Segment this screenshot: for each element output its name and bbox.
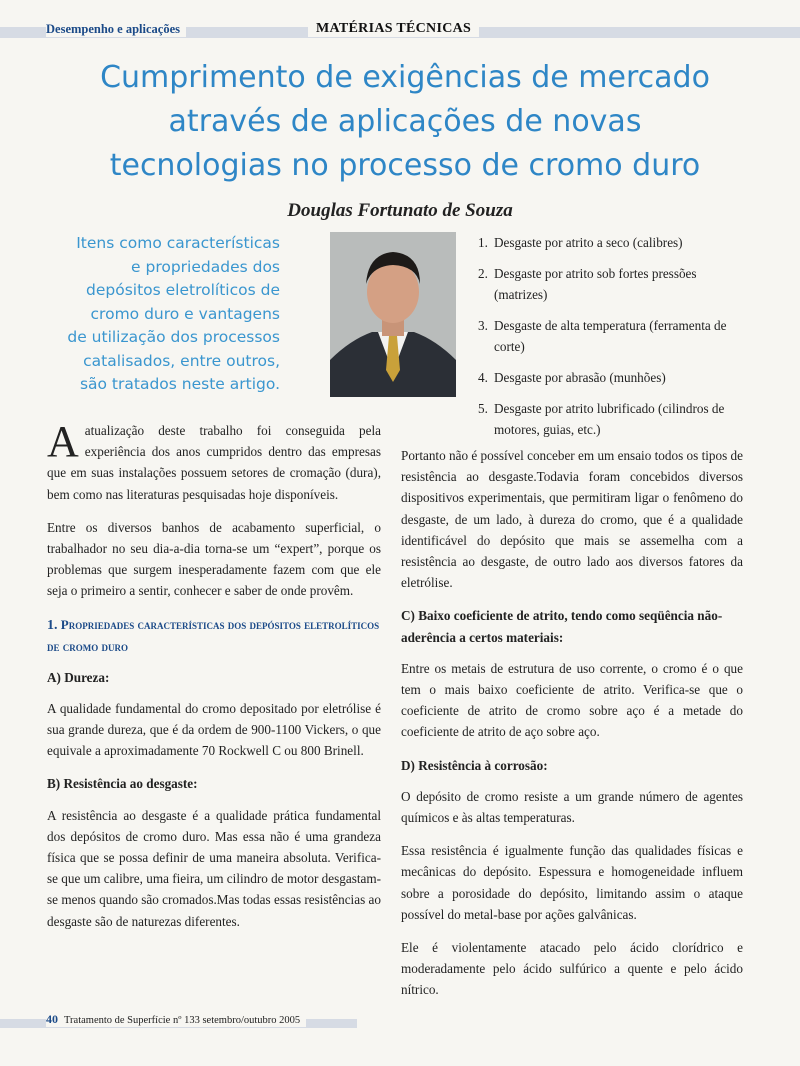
lead-text: [40, 232, 280, 397]
paragraph: Essa resistência é igualmente função das qualidades físicas e mecânicas do depósito. Espessura e homogeneidade influem sobre a porosidade do depósito, limitando assim o ataque possível do metal-base por ações galvânicas.: [401, 843, 743, 922]
footer: [46, 1012, 306, 1027]
list-item: [478, 232, 753, 253]
list-number: 5.: [478, 401, 488, 416]
section-number: 1.: [47, 617, 58, 633]
lead-line: Itens como características: [76, 234, 280, 252]
list-text: Desgaste de alta temperatura (ferramenta de corte): [494, 318, 727, 354]
author-photo: [330, 232, 456, 397]
author-portrait-icon: [330, 232, 456, 397]
list-number: 3.: [478, 318, 488, 333]
wear-types-list: [478, 232, 753, 450]
paragraph: Ele é violentamente atacado pelo ácido clorídrico e moderadamente pelo ácido sulfúrico a quente e pelo ácido nítrico.: [401, 940, 743, 998]
list-item: [478, 398, 753, 440]
subheading: D) Resistência à corrosão:: [401, 757, 548, 773]
list-text: Desgaste por atrito sob fortes pressões (matrizes): [494, 266, 697, 302]
intro-paragraph: [47, 417, 381, 505]
section-heading: [47, 614, 381, 657]
paragraph: Entre os metais de estrutura de uso corrente, o cromo é o que tem o mais baixo coeficiente de atrito. Verifica-se que o coeficiente de atrito de cromo sobre aço é a metade do coeficiente de atrito de aço sobre aço.: [401, 660, 743, 740]
category-label: MATÉRIAS TÉCNICAS: [308, 21, 479, 37]
list-number: 4.: [478, 370, 488, 385]
paragraph: Portanto não é possível conceber em um ensaio todos os tipos de resistência ao desgaste.Todavia foram concebidos diversos dispositivos experimentais, que permitiram ligar o fenômeno do desgaste, de um lado, à dureza do cromo, que é a qualidade identificável do depósito que mais se assemelha com a resistência ao desgaste, de outro lado aos diversos fatores da eletrólise.: [401, 448, 743, 591]
lead-line: catalisados, entre outros,: [83, 351, 280, 370]
author-name: Douglas Fortunato de Souza: [287, 200, 513, 221]
footer-text: Tratamento de Superfície nº 133 setembro/outubro 2005: [64, 1015, 301, 1026]
lead-line: e propriedades dos: [131, 257, 280, 276]
subheading: B) Resistência ao desgaste:: [47, 776, 198, 792]
lead-line: cromo duro e vantagens: [90, 304, 280, 323]
left-column: [47, 417, 381, 944]
article-title: [40, 56, 770, 188]
paragraph: A resistência ao desgaste é a qualidade prática fundamental dos depósitos de cromo duro. Mas essa não é uma grandeza física que se possa definir de uma maneira absoluta. Verifica-se que um calibre, uma fieira, um cilindro de motor desgastam-se menos quando são cromados.Mas todas essas resistências ao desgaste são de naturezas diferentes.: [47, 807, 381, 929]
page-number: 40: [46, 1012, 58, 1026]
right-column: [401, 445, 743, 1013]
list-number: 1.: [478, 235, 488, 250]
paragraph: Entre os diversos banhos de acabamento superficial, o trabalhador no seu dia-a-dia torna-se um “expert”, porque os problemas que surgem inesperadamente fazem com que ele seja o primeiro a sentir, conhecer e saber de onde provêm.: [47, 519, 381, 599]
list-item: [478, 367, 753, 388]
lead-line: de utilização dos processos: [67, 328, 280, 346]
title-line: Cumprimento de exigências de mercado: [100, 60, 710, 95]
subheading: C) Baixo coeficiente de atrito, tendo como seqüência não-aderência a certos materiais:: [401, 608, 723, 645]
drop-cap: A: [47, 417, 79, 466]
lead-line: são tratados neste artigo.: [79, 375, 280, 393]
title-line: tecnologias no processo de cromo duro: [109, 148, 701, 183]
paragraph-text: atualização deste trabalho foi conseguida pela experiência dos anos cumpridos dentro das empresas que em suas instalações possuem setores de cromação (dura), bem como nas literaturas pesquisadas hoje disponíveis.: [47, 423, 381, 502]
paragraph: O depósito de cromo resiste a um grande número de agentes químicos e às altas temperaturas.: [401, 788, 743, 826]
list-text: Desgaste por atrito a seco (calibres): [494, 235, 683, 250]
list-item: [478, 263, 753, 305]
lead-line: depósitos eletrolíticos de: [86, 281, 280, 299]
subheading: A) Dureza:: [47, 669, 110, 685]
list-item: [478, 315, 753, 357]
list-number: 2.: [478, 266, 488, 281]
title-line: através de aplicações de novas: [168, 104, 642, 139]
list-text: Desgaste por abrasão (munhões): [494, 370, 666, 385]
paragraph: A qualidade fundamental do cromo depositado por eletrólise é sua grande dureza, que é da ordem de 900-1100 Vickers, o que equivale a aproximadamente 70 Rockwell C ou 800 Brinell.: [47, 700, 381, 759]
list-text: Desgaste por atrito lubrificado (cilindros de motores, guias, etc.): [494, 401, 725, 437]
section-label: Desempenho e aplicações: [46, 22, 186, 37]
section-title: Propriedades características dos depósitos eletrolíticos de cromo duro: [47, 616, 380, 654]
